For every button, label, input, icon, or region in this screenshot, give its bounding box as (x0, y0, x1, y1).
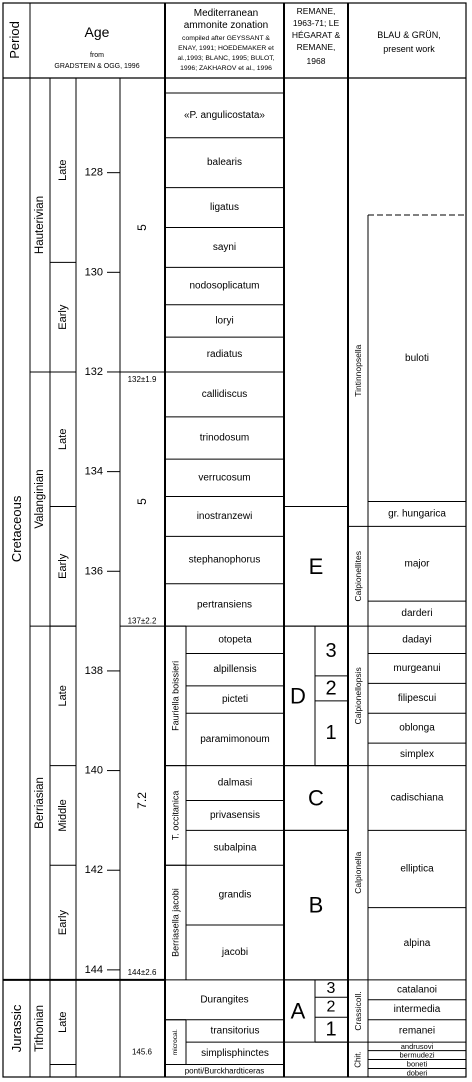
substage-label: Middle (57, 799, 69, 832)
blau-zone-label: simplex (400, 748, 434, 760)
subzone-group-label: Berriasella jacobi (170, 888, 181, 957)
ammonite-zone-label: privasensis (209, 809, 261, 821)
period-header: Period (7, 21, 22, 59)
period-label-cretaceous: Cretaceous (9, 495, 24, 563)
remane-zone-label: A (290, 998, 306, 1024)
remane-zone-label: C (308, 785, 324, 811)
remane-subzone-label: 2 (326, 998, 336, 1016)
remane-subzone-label: 1 (325, 1018, 337, 1041)
stage-duration-label: 5 (135, 224, 149, 231)
ammonite-zone-label: paramimonoum (200, 733, 270, 745)
blau-genus-label: Tintinnopsella (353, 344, 363, 397)
subzone-group-label: Fauriella boissieri (170, 660, 181, 731)
ammonite-zone-label: loryi (215, 315, 234, 327)
blau-genus-label: Chit. (353, 1051, 363, 1068)
ammonite-zone-label: simplisphinctes (201, 1047, 269, 1059)
substage-label: Early (57, 910, 69, 936)
age-header: Age (84, 24, 110, 40)
subzone-group-label: microcal. (172, 1029, 179, 1056)
blau-zone-label: cadischiana (390, 792, 444, 804)
period-label-jurassic: Jurassic (9, 1004, 24, 1053)
ammonite-zone-label: pertransiens (196, 599, 253, 611)
blau-zone-label: gr. hungarica (388, 508, 446, 520)
age-source-ref: GRADSTEIN & OGG, 1996 (54, 63, 140, 70)
blau-header-2: present work (383, 44, 435, 54)
stage-duration-label: 7.2 (135, 792, 149, 809)
remane-subzone-label: 3 (326, 980, 336, 998)
ammonite-zone-label: otopeta (218, 634, 252, 646)
substage-label: Early (57, 304, 69, 330)
substage-label: Late (57, 1011, 69, 1033)
blau-zone-label: dadayi (402, 634, 432, 646)
blau-zone-label: bermudezi (399, 1050, 435, 1060)
remane-subzone-label: 1 (325, 722, 337, 745)
ammonite-zone-label: balearis (206, 157, 243, 169)
substage-label: Early (57, 553, 69, 579)
age-tick-label: 138 (84, 664, 103, 677)
age-source-from: from (90, 52, 104, 59)
ammonite-zone-label: dalmasi (217, 777, 253, 789)
remane-subzone-label: 3 (325, 639, 337, 662)
ammonite-zone-label: «P. angulicostata» (184, 109, 265, 121)
age-tick-label: 140 (84, 764, 103, 777)
blau-zone-label: major (404, 558, 430, 570)
blau-genus-label: Calpionellites (352, 550, 363, 602)
blau-zone-label: elliptica (400, 863, 434, 875)
remane-zone-label: D (290, 683, 306, 709)
ammonite-zone-label: inostranzewi (196, 510, 253, 522)
boundary-age-label: 137±2.2 (127, 616, 157, 626)
ammonite-zone-label: ligatus (210, 202, 239, 214)
substage-label: Late (57, 428, 69, 450)
blau-zone-label: doberi (406, 1068, 428, 1078)
blau-genus-label: Calpionellopsis (353, 667, 363, 725)
age-tick-label: 128 (84, 166, 103, 179)
ammonite-zone-label: callidiscus (201, 388, 248, 400)
substage-label: Late (57, 159, 69, 181)
ammonite-zone-label: sayni (212, 241, 237, 253)
stage-label-tithonian: Tithonian (34, 1004, 46, 1052)
blau-header-1: BLAU & GRÜN, (377, 30, 441, 40)
remane-header-2: 1963-71; LE (292, 18, 340, 28)
ammonite-zone-label: subalpina (213, 842, 257, 854)
blau-genus-label: Crassicoll. (353, 991, 363, 1031)
boundary-age-label: 145.6 (131, 1047, 153, 1057)
ammonite-header-1: Mediterranean (193, 8, 259, 19)
stage-duration-label: 5 (135, 498, 149, 505)
ammonite-header-2: ammonite zonation (183, 20, 269, 31)
blau-zone-label: alpina (403, 938, 431, 950)
boundary-age-label: 144±2.6 (127, 967, 157, 977)
ammonite-zone-label: transitorius (210, 1025, 260, 1037)
ammonite-compiled-4: 1996; ZAKHAROV et al., 1996 (180, 65, 272, 72)
ammonite-zone-label: stephanophorus (188, 554, 261, 566)
remane-subzone-label: 2 (325, 677, 337, 700)
blau-zone-label: intermedia (393, 1004, 441, 1016)
ammonite-zone-label: verrucosum (198, 472, 251, 484)
stage-label-berriasian: Berriasian (34, 777, 46, 829)
blau-zone-label: buloti (405, 352, 429, 364)
ammonite-zone-label: radiatus (206, 349, 243, 361)
ammonite-compiled-2: ENAY, 1991; HOEDEMAKER et (178, 45, 274, 52)
blau-zone-label: filipescui (397, 692, 437, 704)
blau-zone-label: remanei (398, 1025, 436, 1037)
ammonite-zone-label: picteti (221, 694, 249, 706)
boundary-age-label: 132±1.9 (127, 374, 157, 384)
ammonite-compiled-1: compiled after GEYSSANT & (182, 35, 270, 42)
age-tick-label: 136 (84, 565, 103, 578)
remane-header-5: 1968 (306, 56, 326, 66)
age-tick-label: 142 (84, 864, 103, 877)
ammonite-zone-label: Durangites (200, 994, 249, 1006)
blau-zone-label: boneti (406, 1059, 428, 1069)
age-tick-label: 132 (84, 365, 103, 378)
remane-header-3: HÉGARAT & (291, 30, 341, 40)
blau-zone-label: andrusovi (400, 1041, 434, 1051)
ammonite-zone-label: jacobi (221, 946, 249, 958)
remane-header-1: REMANE, (296, 6, 336, 16)
remane-header-4: REMANE, (296, 42, 336, 52)
age-tick-label: 134 (84, 465, 103, 478)
stage-label-hauterivian: Hauterivian (34, 195, 46, 255)
ammonite-zone-label: nodosoplicatum (189, 280, 260, 292)
age-tick-label: 144 (84, 963, 103, 976)
ammonite-zone-label: ponti/Burckhardticeras (184, 1066, 265, 1076)
ammonite-zone-label: grandis (218, 889, 252, 901)
blau-zone-label: catalanoi (396, 984, 438, 996)
subzone-group-label: T. occitanica (170, 790, 181, 841)
substage-label: Late (57, 685, 69, 707)
blau-zone-label: darderi (401, 608, 433, 620)
remane-zone-label: B (308, 892, 324, 918)
blau-zone-label: murgeanui (393, 662, 441, 674)
ammonite-compiled-3: al.,1993; BLANC, 1995; BULOT, (177, 55, 275, 62)
blau-zone-label: oblonga (399, 722, 435, 734)
ammonite-zone-label: alpillensis (213, 664, 257, 676)
stage-label-valanginian: Valanginian (34, 469, 46, 529)
remane-zone-label: E (308, 553, 324, 579)
age-tick-label: 130 (84, 266, 103, 279)
blau-genus-label: Calpionella (353, 851, 363, 894)
ammonite-zone-label: trinodosum (199, 432, 250, 444)
